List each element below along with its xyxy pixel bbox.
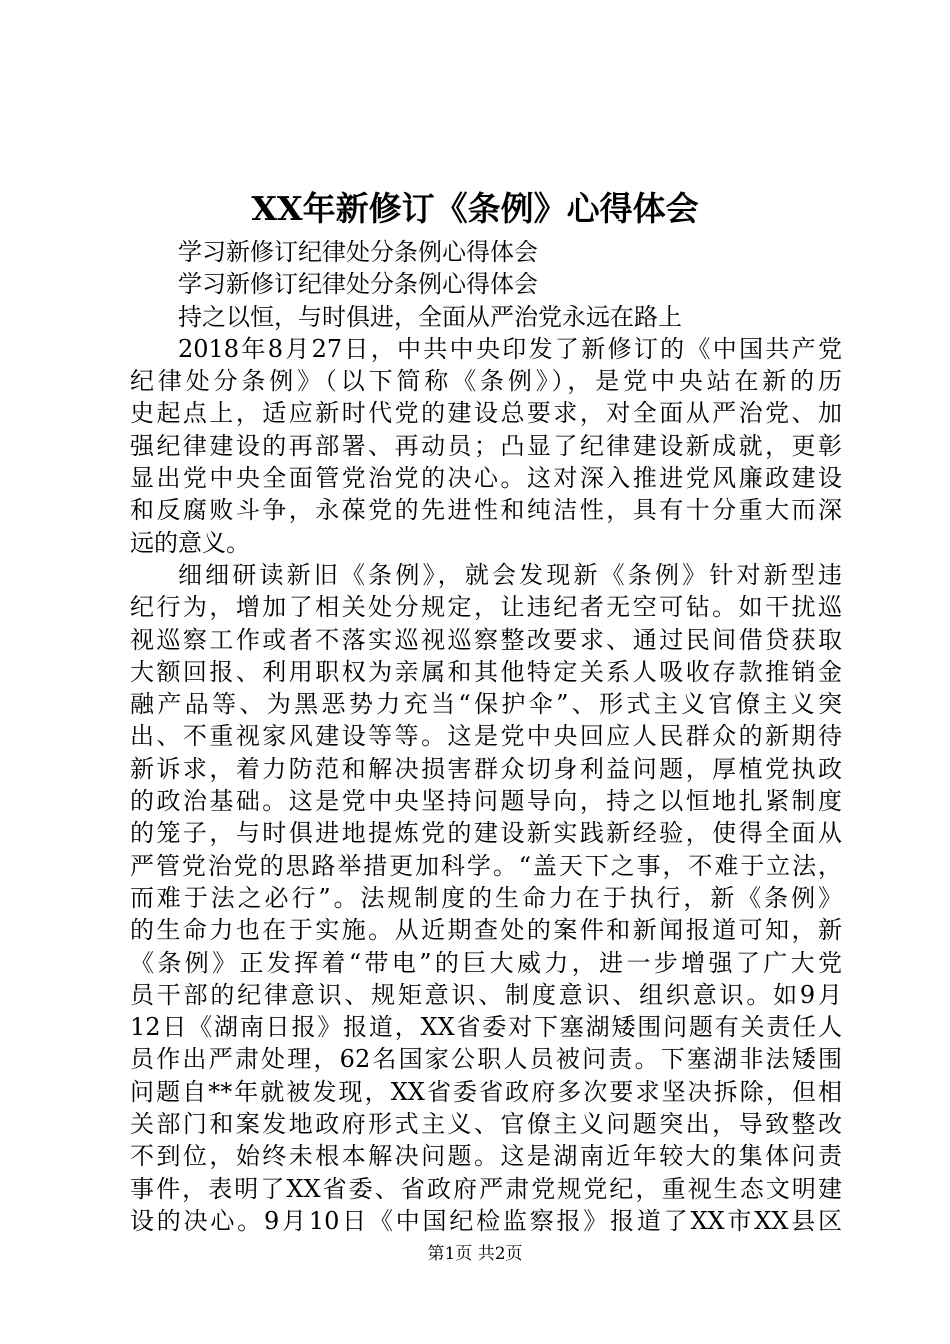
text-line: 融产品等、为黑恶势力充当“保护伞”、形式主义官僚主义突 bbox=[130, 690, 842, 719]
text-line: 12日《湖南日报》报道，XX省委对下塞湖矮围问题有关责任人 bbox=[130, 1013, 842, 1042]
text-line: 史起点上，适应新时代党的建设总要求，对全面从严治党、加 bbox=[130, 399, 842, 428]
text-line: 细细研读新旧《条例》，就会发现新《条例》针对新型违 bbox=[178, 560, 842, 589]
text-line: 纪行为，增加了相关处分规定，让违纪者无空可钻。如干扰巡 bbox=[130, 593, 842, 622]
text-line: 的政治基础。这是党中央坚持问题导向，持之以恒地扎紧制度 bbox=[130, 787, 842, 816]
document-body bbox=[130, 236, 842, 1237]
text-line: 而难于法之必行”。法规制度的生命力在于执行，新《条例》 bbox=[130, 883, 842, 912]
text-line: 学习新修订纪律处分条例心得体会 bbox=[178, 238, 538, 266]
text-line: 问题自**年就被发现，XX省委省政府多次要求坚决拆除，但相 bbox=[130, 1077, 842, 1106]
text-line: 远的意义。 bbox=[130, 528, 250, 557]
text-line: 持之以恒，与时俱进，全面从严治党永远在路上 bbox=[178, 302, 682, 331]
text-line: 员作出严肃处理，62名国家公职人员被问责。下塞湖非法矮围 bbox=[130, 1045, 842, 1074]
text-line: 《条例》正发挥着“带电”的巨大威力，进一步增强了广大党 bbox=[130, 948, 842, 977]
text-line: 设的决心。9月10日《中国纪检监察报》报道了XX市XX县区 bbox=[130, 1206, 842, 1235]
text-line: 出、不重视家风建设等等。这是党中央回应人民群众的新期待 bbox=[130, 722, 842, 751]
text-line: 和反腐败斗争，永葆党的先进性和纯洁性，具有十分重大而深 bbox=[130, 496, 842, 525]
text-line: 强纪律建设的再部署、再动员；凸显了纪律建设新成就，更彰 bbox=[130, 431, 842, 460]
text-line: 大额回报、利用职权为亲属和其他特定关系人吸收存款推销金 bbox=[130, 657, 842, 686]
text-line: 新诉求，着力防范和解决损害群众切身利益问题，厚植党执政 bbox=[130, 754, 842, 783]
text-line: 学习新修订纪律处分条例心得体会 bbox=[178, 270, 538, 299]
text-line: 严管党治党的思路举措更加科学。“盖天下之事，不难于立法， bbox=[130, 851, 842, 880]
text-line: 视巡察工作或者不落实巡视巡察整改要求、通过民间借贷获取 bbox=[130, 625, 842, 654]
document-title: XX年新修订《条例》心得体会 bbox=[251, 189, 699, 228]
text-line: 关部门和案发地政府形式主义、官僚主义问题突出，导致整改 bbox=[130, 1110, 842, 1139]
text-line: 2018年8月27日，中共中央印发了新修订的《中国共产党 bbox=[178, 334, 842, 363]
text-line: 事件，表明了XX省委、省政府严肃党规党纪，重视生态文明建 bbox=[130, 1174, 842, 1203]
text-line: 的笼子，与时俱进地提炼党的建设新实践新经验，使得全面从 bbox=[130, 819, 842, 848]
text-line: 的生命力也在于实施。从近期查处的案件和新闻报道可知，新 bbox=[130, 916, 842, 945]
text-line: 纪律处分条例》（以下简称《条例》），是党中央站在新的历 bbox=[130, 367, 842, 396]
text-line: 显出党中央全面管党治党的决心。这对深入推进党风廉政建设 bbox=[130, 464, 842, 493]
text-line: 员干部的纪律意识、规矩意识、制度意识、组织意识。如9月 bbox=[130, 980, 842, 1009]
page-footer: 第1页 共2页 bbox=[427, 1244, 523, 1264]
text-line: 不到位，始终未根本解决问题。这是湖南近年较大的集体问责 bbox=[130, 1142, 842, 1171]
